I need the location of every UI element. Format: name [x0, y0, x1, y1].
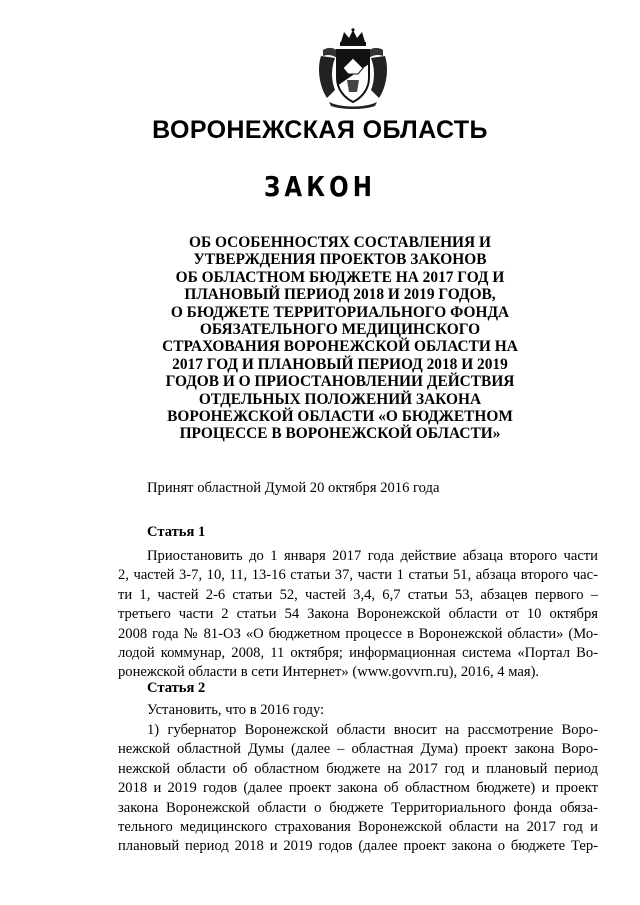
- text-line: 2008 года № 81-ОЗ «О бюджетном процессе в Воронежской области» (Мо-: [118, 625, 598, 642]
- article-2-item-1: [118, 721, 598, 857]
- article-2-heading: Статья 2: [147, 680, 206, 696]
- document-type: ЗАКОН: [263, 170, 377, 203]
- article-2-intro: Установить, что в 2016 году:: [147, 702, 325, 718]
- title-line: ГОДОВ И О ПРИОСТАНОВЛЕНИИ ДЕЙСТВИЯ: [165, 373, 515, 391]
- voronezh-coat-of-arms-icon: [313, 28, 393, 110]
- article-1-heading: Статья 1: [147, 524, 206, 540]
- title-line: СТРАХОВАНИЯ ВОРОНЕЖСКОЙ ОБЛАСТИ НА: [162, 338, 518, 356]
- title-line: ПЛАНОВЫЙ ПЕРИОД 2018 И 2019 ГОДОВ,: [184, 286, 496, 304]
- text-line: ти 1, частей 2-6 статьи 52, частей 3,4, 6,7 статьи 53, абзацев первого –: [118, 586, 598, 603]
- adoption-date: Принят областной Думой 20 октября 2016 года: [147, 480, 440, 496]
- title-line: О БЮДЖЕТЕ ТЕРРИТОРИАЛЬНОГО ФОНДА: [170, 303, 510, 321]
- text-line: тельного медицинского страхования Воронежской области на 2017 год и: [118, 819, 598, 836]
- title-line: ОБ ОБЛАСТНОМ БЮДЖЕТЕ НА 2017 ГОД И: [175, 268, 505, 286]
- text-line: 2, частей 3-7, 10, 11, 13-16 статьи 37, части 1 статьи 51, абзаца второго час-: [118, 567, 598, 584]
- title-line: ОТДЕЛЬНЫХ ПОЛОЖЕНИЙ ЗАКОНА: [198, 390, 482, 408]
- text-line: 2018 и 2019 годов (далее проект закона об областном бюджете) и проект: [118, 780, 598, 797]
- text-line: плановый период 2018 и 2019 годов (далее проект закона о бюджете Тер-: [118, 838, 598, 855]
- title-line: ПРОЦЕССЕ В ВОРОНЕЖСКОЙ ОБЛАСТИ»: [179, 425, 501, 443]
- text-line: нежской областной Думы (далее – областная Дума) проект закона Воро-: [118, 741, 598, 758]
- text-line: закона Воронежской области о бюджете Территориального фонда обяза-: [118, 799, 598, 816]
- title-line: ОБЯЗАТЕЛЬНОГО МЕДИЦИНСКОГО: [199, 321, 481, 339]
- text-line: третьего части 2 статьи 54 Закона Воронежской области от 10 октября: [118, 606, 598, 623]
- text-line: 1) губернатор Воронежской области вносит на рассмотрение Воро-: [147, 722, 598, 738]
- region-name: ВОРОНЕЖСКАЯ ОБЛАСТЬ: [152, 116, 488, 144]
- text-line: Приостановить до 1 января 2017 года действие абзаца второго части: [147, 548, 598, 564]
- text-line: лодой коммунар, 2008, 11 октября; информационная система «Портал Во-: [118, 645, 598, 662]
- text-line: ронежской области в сети Интернет» (www.govvrn.ru), 2016, 4 мая).: [118, 664, 540, 681]
- title-line: 2017 ГОД И ПЛАНОВЫЙ ПЕРИОД 2018 И 2019: [172, 355, 508, 373]
- title-line: ОБ ОСОБЕННОСТЯХ СОСТАВЛЕНИЯ И: [189, 234, 491, 251]
- law-title: [140, 234, 540, 443]
- article-1-text: [118, 547, 598, 683]
- text-line: нежской области об областном бюджете на 2017 год и плановый период: [118, 760, 598, 777]
- title-line: ВОРОНЕЖСКОЙ ОБЛАСТИ «О БЮДЖЕТНОМ: [167, 408, 513, 426]
- title-line: УТВЕРЖДЕНИЯ ПРОЕКТОВ ЗАКОНОВ: [193, 251, 487, 269]
